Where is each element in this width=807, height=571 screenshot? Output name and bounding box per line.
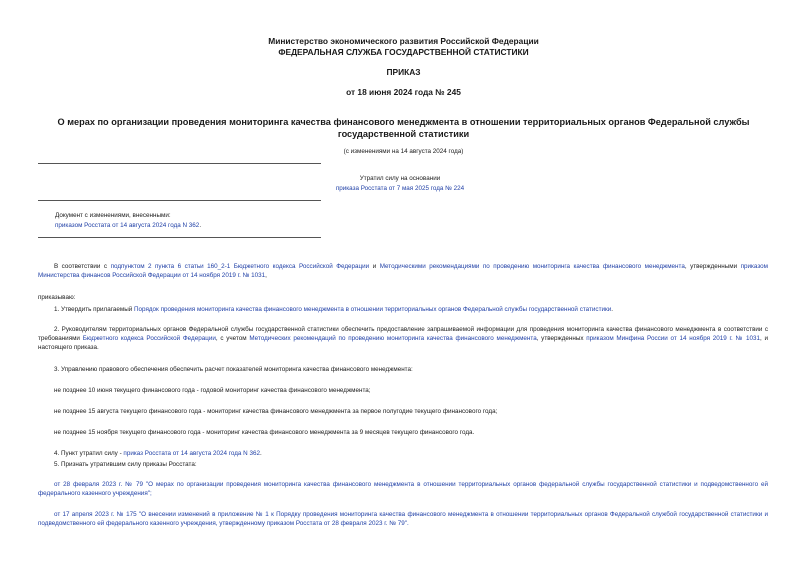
procedure-link[interactable]: Порядок проведения мониторинга качества финансового менеджмента в отношении территориальных органов Федеральной службы государственной статистики [134,306,612,313]
changes-note: (с изменениями на 14 августа 2024 года) [343,148,464,155]
invalid-notice: Утратил силу на основании [359,175,441,182]
item-1: 1. Утвердить прилагаемый Порядок проведения мониторинга качества финансового менеджмента в отношении территориальных органов Федеральной службы государственной статистики. [54,306,613,313]
item-3-intro: 3. Управлению правового обеспечения обеспечить расчет показателей мониторинга качества финансового менеджмента: [54,366,413,373]
item-4: 4. Пункт утратил силу - приказ Росстата от 14 августа 2024 года N 362. [54,450,262,457]
service-name: ФЕДЕРАЛЬНАЯ СЛУЖБА ГОСУДАРСТВЕННОЙ СТАТИСТИКИ [278,47,529,57]
changes-doc-label: Документ с изменениями, внесенными: [55,212,171,219]
invalid-notice-link[interactable]: приказа Росстата от 7 мая 2025 года № 224 [335,185,465,192]
order-word: приказываю: [38,294,76,301]
preamble-paragraph: В соответствии с подпунктом 2 пункта 6 статьи 160_2-1 Бюджетного кодекса Российской Федерации и Методическими рекомендациями по проведению мониторинга качества финансового менеджмента, утвержденными приказом Министерства финансов Российской Федерации от 14 ноября 2019 г. № 1031, [38,263,768,279]
budget-code-article-link[interactable]: подпунктом 2 пункта 6 статьи 160_2-1 Бюджетного кодекса Российской Федерации [110,263,370,270]
doc-title: О мерах по организации проведения мониторинга качества финансового менеджмента в отношении территориальных органов Федеральной службы государственной статистики [57,117,750,139]
divider [38,200,321,201]
divider [38,237,321,238]
item-3-sub-3: не позднее 15 ноября текущего финансового года - мониторинг качества финансового менеджмента за 9 месяцев текущего финансового года. [54,429,475,436]
divider [38,163,321,164]
item-3-sub-1: не позднее 10 июня текущего финансового года - годовой мониторинг качества финансового менеджмента; [54,387,371,394]
methodical-recommendations-link[interactable]: Методическими рекомендациями по проведению мониторинга качества финансового менеджмента [379,263,685,270]
item-5-sub-1[interactable]: от 28 февраля 2023 г. № 79 "О мерах по организации проведения мониторинга качества финансового менеджмента в отношении территориальных органов федеральной службы государственной статистики и подведомственного ей федерального казенного учреждения"; [38,481,768,497]
item-3-sub-2: не позднее 15 августа текущего финансового года - мониторинг качества финансового менеджмента за первое полугодие текущего финансового года; [54,408,498,415]
item-2: 2. Руководителям территориальных органов Федеральной службы государственной статистики обеспечить предоставление запрашиваемой информации для проведения мониторинга качества финансового менеджмента в соответствии с требованиями Бюджетного кодекса Российской Федерации, с учетом Методических рекомендаций по проведению мониторинга качества финансового менеджмента, утвержденных приказом Минфина России от 14 ноября 2019 г. № 1031, и настоящего приказа. [38,326,768,351]
item-5-intro: 5. Признать утратившим силу приказы Росстата: [54,461,197,468]
changes-doc-line: приказом Росстата от 14 августа 2024 года N 362. [55,222,202,229]
rosstat-order-362-link[interactable]: приказ Росстата от 14 августа 2024 года N 362 [123,450,260,457]
budget-code-link[interactable]: Бюджетного кодекса Российской Федерации [82,335,216,342]
doc-date-number: от 18 июня 2024 года № 245 [346,87,461,97]
methodical-recommendations-link-2[interactable]: Методических рекомендаций по проведению мониторинга качества финансового менеджмента [249,335,537,342]
doc-type: ПРИКАЗ [386,67,421,77]
minfin-order-link-2[interactable]: приказом Минфина России от 14 ноября 2019 г. № 1031 [586,335,760,342]
minfin-order-link[interactable]: приказом Министерства финансов Российской Федерации от 14 ноября 2019 г. № 1031 [38,263,768,279]
changes-doc-link[interactable]: приказом Росстата от 14 августа 2024 года N 362 [55,222,200,229]
ministry-name: Министерство экономического развития Российской Федерации [268,36,539,46]
item-5-sub-2[interactable]: от 17 апреля 2023 г. № 175 "О внесении изменений в приложение № 1 к Порядку проведения мониторинга качества финансового менеджмента в отношении территориальных органов Федеральной службой государственной статистики и подведомственного ей федерального казенного учреждения, утвержденному приказом Росстата от 28 февраля 2023 г. № 79". [38,511,768,527]
